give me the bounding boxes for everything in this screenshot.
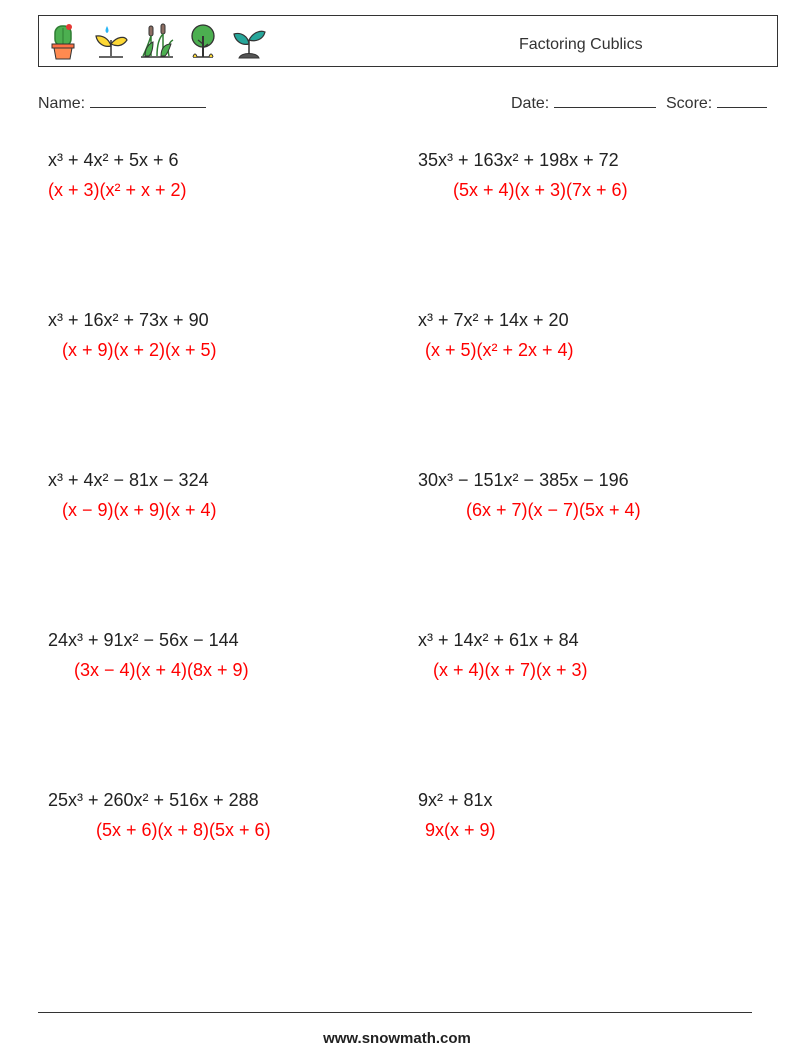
name-blank[interactable] xyxy=(90,93,206,108)
score-blank[interactable] xyxy=(717,93,767,108)
date-field xyxy=(511,93,656,113)
answer-1: (x + 3)(x² + x + 2) xyxy=(48,180,187,200)
answer-3: (x + 9)(x + 2)(x + 5) xyxy=(62,340,217,360)
score-label: Score: xyxy=(666,95,713,112)
answer-9: (5x + 6)(x + 8)(5x + 6) xyxy=(96,820,271,840)
cactus-pot-icon xyxy=(47,22,83,62)
watered-sprout-icon xyxy=(93,22,129,62)
problem-9: 25x³ + 260x² + 516x + 288 xyxy=(48,790,259,810)
grass-plant-icon xyxy=(139,22,175,62)
header-icons xyxy=(47,22,267,62)
page-title: Factoring Cublics xyxy=(519,36,643,53)
problem-6: 30x³ − 151x² − 385x − 196 xyxy=(418,470,629,490)
problem-2: 35x³ + 163x² + 198x + 72 xyxy=(418,150,619,170)
answer-5: (x − 9)(x + 9)(x + 4) xyxy=(62,500,217,520)
answer-4: (x + 5)(x² + 2x + 4) xyxy=(425,340,574,360)
footer-site[interactable]: www.snowmath.com xyxy=(323,1030,471,1047)
footer-divider xyxy=(38,1012,752,1013)
name-label: Name: xyxy=(38,95,86,112)
problem-4: x³ + 7x² + 14x + 20 xyxy=(418,310,569,330)
problem-1: x³ + 4x² + 5x + 6 xyxy=(48,150,179,170)
seedling-icon xyxy=(231,22,267,62)
problem-7: 24x³ + 91x² − 56x − 144 xyxy=(48,630,239,650)
date-label: Date: xyxy=(511,95,550,112)
date-blank[interactable] xyxy=(554,93,656,108)
answer-2: (5x + 4)(x + 3)(7x + 6) xyxy=(453,180,628,200)
problem-8: x³ + 14x² + 61x + 84 xyxy=(418,630,579,650)
tree-icon xyxy=(185,22,221,62)
problem-5: x³ + 4x² − 81x − 324 xyxy=(48,470,209,490)
score-field xyxy=(666,93,767,113)
answer-8: (x + 4)(x + 7)(x + 3) xyxy=(433,660,588,680)
name-field xyxy=(38,93,206,113)
header-box xyxy=(38,15,778,67)
answer-7: (3x − 4)(x + 4)(8x + 9) xyxy=(74,660,249,680)
answer-6: (6x + 7)(x − 7)(5x + 4) xyxy=(466,500,641,520)
answer-10: 9x(x + 9) xyxy=(425,820,496,840)
problem-10: 9x² + 81x xyxy=(418,790,493,810)
problem-3: x³ + 16x² + 73x + 90 xyxy=(48,310,209,330)
